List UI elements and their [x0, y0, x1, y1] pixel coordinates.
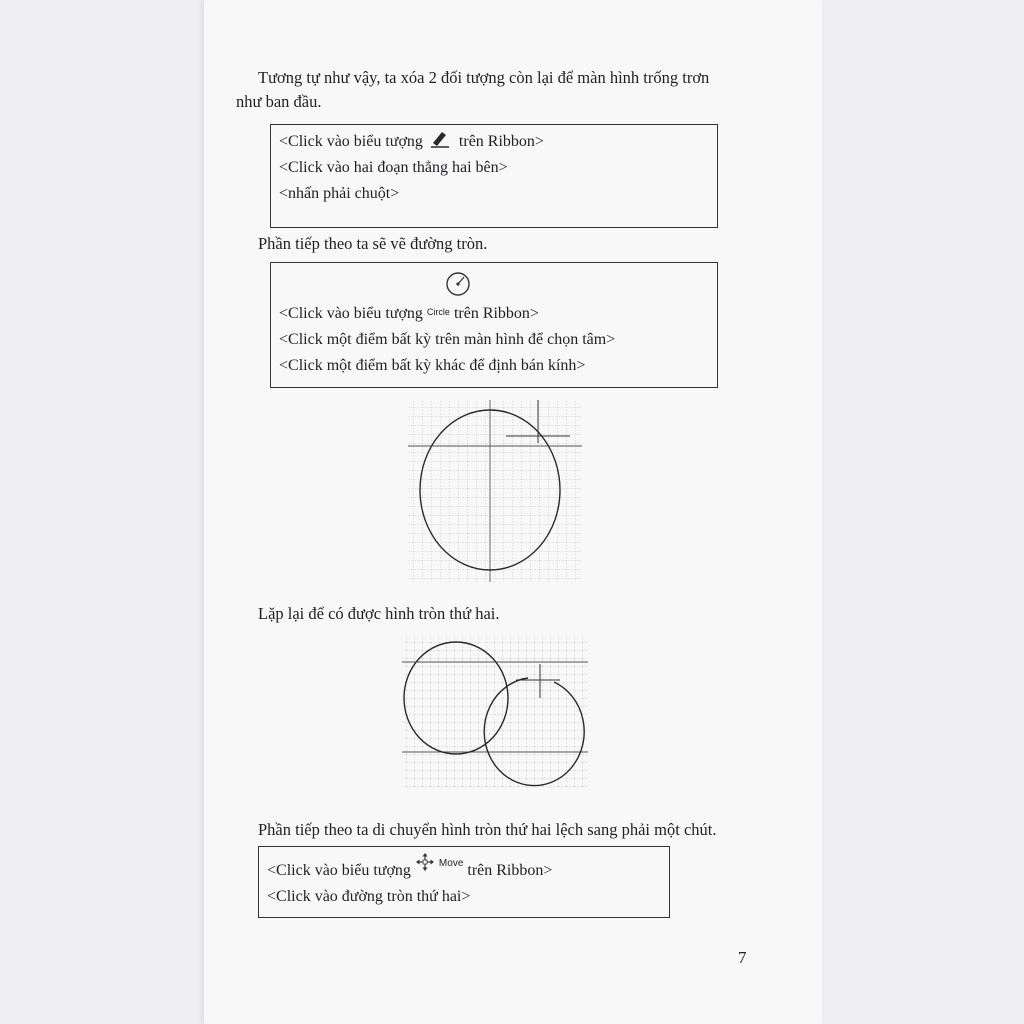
move-icon	[415, 853, 435, 871]
instruction-box-move	[258, 846, 670, 918]
section-move-heading: Phần tiếp theo ta di chuyển hình tròn thứ hai lệch sang phải một chút.	[258, 820, 717, 839]
box1-line-3: <nhấn phải chuột>	[279, 185, 400, 202]
box2-line-1: <Click vào biểu tượng Circle trên Ribbon>	[279, 305, 539, 322]
circle-icon-row	[279, 269, 709, 299]
figure-two-circles	[398, 634, 592, 790]
circle-tool-icon	[445, 271, 471, 297]
instruction-box-delete	[270, 124, 718, 228]
page-number: 7	[738, 948, 747, 967]
move-icon-label: Move	[438, 858, 464, 869]
circle-icon-label: Circle	[426, 307, 450, 317]
repeat-caption: Lặp lại để có được hình tròn thứ hai.	[258, 604, 500, 623]
box3-line-1: <Click vào biểu tượng $^{Move}$ trên Ribbon>	[267, 851, 661, 884]
box3-line-2: <Click vào đường tròn thứ hai>	[267, 888, 471, 905]
eraser-icon	[427, 129, 455, 149]
figure-single-circle	[404, 398, 586, 584]
box2-line-3: <Click một điểm bất kỳ khác để định bán kính>	[279, 357, 586, 374]
section-circle-heading: Phần tiếp theo ta sẽ vẽ đường tròn.	[258, 234, 488, 253]
box1-line-1: <Click vào biểu tượng trên Ribbon>	[279, 129, 709, 155]
intro-line-2: như ban đầu.	[236, 92, 322, 111]
instruction-box-circle	[270, 262, 718, 388]
box1-line-2: <Click vào hai đoạn thẳng hai bên>	[279, 159, 508, 176]
intro-line-1: Tương tự như vậy, ta xóa 2 đối tượng còn lại để màn hình trống trơn	[258, 68, 710, 87]
box2-line-2: <Click một điểm bất kỳ trên màn hình để chọn tâm>	[279, 331, 616, 348]
